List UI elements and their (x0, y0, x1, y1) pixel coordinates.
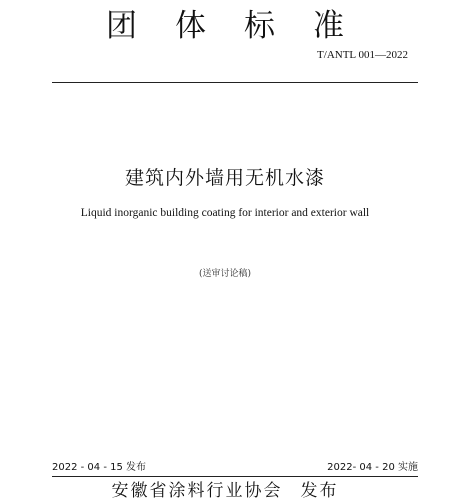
issue-date: 2022 - 04 - 15 发布 (52, 462, 147, 473)
bottom-divider (52, 476, 418, 477)
document-title-english: Liquid inorganic building coating for interior and exterior wall (80, 207, 370, 219)
document-title-chinese: 建筑内外墙用无机水漆 (124, 167, 325, 189)
publisher-organization: 安徽省涂料行业协会 (111, 481, 283, 501)
top-divider (52, 82, 418, 83)
implementation-date: 2022- 04 - 20 实施 (327, 462, 418, 473)
publisher-action: 发布 (300, 481, 339, 501)
draft-status-note: (送审讨论稿) (198, 269, 252, 279)
publisher-line (0, 480, 450, 502)
document-type-heading: 团体标准 (106, 8, 382, 44)
standard-number: T/ANTL 001—2022 (317, 49, 408, 61)
